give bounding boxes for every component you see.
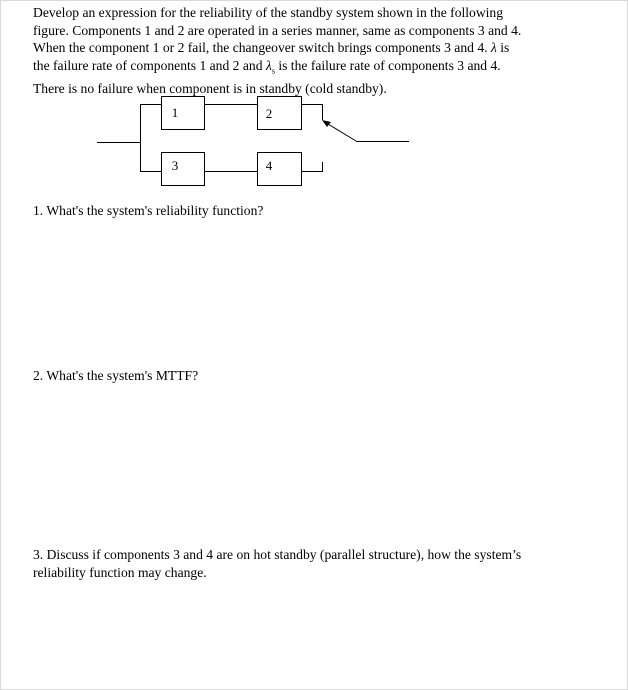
question-3-line-1: 3. Discuss if components 3 and 4 are on hot standby (parallel structure), how the system’s bbox=[33, 547, 522, 562]
component-box-1 bbox=[162, 97, 205, 130]
component-label-3: 3 bbox=[171, 158, 179, 173]
component-box-4 bbox=[258, 153, 302, 186]
problem-line-1: Develop an expression for the reliability of the standby system shown in the following bbox=[33, 5, 504, 20]
problem-line-4-tail: is the failure rate of components 3 and 4. bbox=[278, 57, 501, 73]
question-3-line-2: reliability function may change. bbox=[33, 564, 207, 580]
switch-arrowhead-icon bbox=[322, 120, 331, 127]
lambda-symbol: λ bbox=[490, 40, 497, 56]
problem-line-2: figure. Components 1 and 2 are operated in a series manner, same as components 3 and 4. bbox=[33, 22, 522, 38]
component-box-3 bbox=[162, 153, 205, 186]
lambda-s-subscript: s bbox=[271, 66, 275, 76]
component-label-4: 4 bbox=[265, 158, 273, 173]
component-label-2: 2 bbox=[265, 106, 273, 121]
question-3 bbox=[33, 546, 521, 581]
lambda-s-letter: λ bbox=[265, 57, 272, 73]
problem-line-4-text: the failure rate of components 1 and 2 and bbox=[33, 57, 263, 73]
component-label-1: 1 bbox=[171, 105, 179, 120]
question-2: 2. What's the system's MTTF? bbox=[33, 368, 199, 383]
problem-line-3-text: When the component 1 or 2 fail, the changeover switch brings components 3 and 4. bbox=[33, 40, 488, 56]
changeover-switch-arm bbox=[328, 124, 356, 141]
problem-line-3-tail: is bbox=[500, 40, 510, 56]
question-1: 1. What's the system's reliability function? bbox=[33, 203, 264, 218]
problem-line-5: There is no failure when component is in standby (cold standby). bbox=[33, 81, 387, 97]
component-box-2 bbox=[258, 97, 302, 130]
